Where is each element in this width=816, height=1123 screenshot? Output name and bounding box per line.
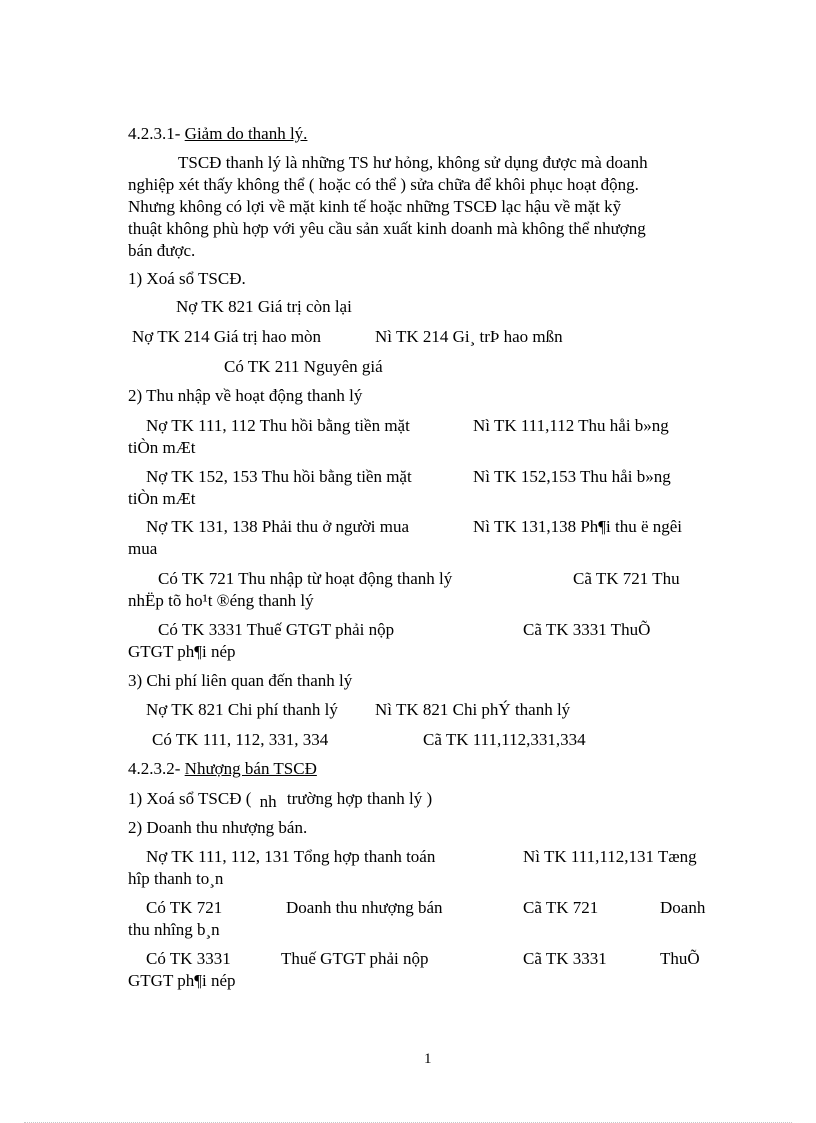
journal-entry: Nợ TK 821 Chi phí thanh lý (146, 700, 338, 719)
journal-entry-garbled: tiÒn mÆt (128, 489, 196, 508)
section-number: 4.2.3.1- (128, 124, 181, 143)
step-title-part: trường hợp thanh lý ) (286, 789, 433, 808)
journal-entry-garbled: nhËp tõ ho¹t ®éng thanh lý (128, 591, 314, 610)
journal-entry: Có TK 111, 112, 331, 334 (152, 730, 329, 749)
journal-entry: Có TK 721 Thu nhập từ hoạt động thanh lý (158, 569, 453, 588)
step-title: 2) Thu nhập về hoạt động thanh lý (128, 386, 363, 405)
step-title-part: 1) Xoá sổ TSCĐ ( (128, 789, 252, 808)
journal-entry: Nợ TK 214 Giá trị hao mòn (132, 327, 322, 346)
journal-entry: Nợ TK 131, 138 Phải thu ở người mua (146, 517, 410, 536)
journal-entry: Nợ TK 111, 112 Thu hồi bằng tiền mặt (146, 416, 410, 435)
journal-entry: Có TK 3331 Thuế GTGT phải nộp (158, 620, 395, 639)
step-title: 3) Chi phí liên quan đến thanh lý (128, 671, 353, 690)
journal-entry-garbled: Cã TK 3331 ThuÕ (523, 620, 651, 639)
journal-entry: Doanh thu nhượng bán (286, 898, 443, 917)
step-title: 1) Xoá sổ TSCĐ. (128, 269, 246, 288)
step-title-part: nh (259, 792, 277, 811)
journal-entry: Nợ TK 152, 153 Thu hồi bằng tiền mặt (146, 467, 412, 486)
journal-entry-garbled: Cã TK 3331 (523, 949, 607, 968)
journal-entry-garbled: GTGT ph¶i nép (128, 971, 236, 990)
journal-entry: Có TK 3331 (146, 949, 231, 968)
journal-entry-garbled: Cã TK 721 Thu (573, 569, 680, 588)
paragraph-line: Nhưng không có lợi về mặt kinh tế hoặc những TSCĐ lạc hậu về mặt kỹ (128, 197, 622, 216)
section-heading-2 (128, 759, 317, 779)
step-title (128, 789, 432, 809)
journal-entry-garbled: Cã TK 721 (523, 898, 599, 917)
section-title: Giảm do thanh lý. (184, 124, 308, 143)
journal-entry: Nợ TK 821 Giá trị còn lại (176, 297, 352, 316)
paragraph-line: nghiệp xét thấy không thể ( hoặc có thể ) sửa chữa để khôi phục hoạt động. (128, 175, 639, 194)
journal-entry-garbled: Nì TK 131,138 Ph¶i thu ë ngêi (473, 517, 683, 536)
section-title: Nhượng bán TSCĐ (184, 759, 317, 778)
journal-entry-garbled: ThuÕ (660, 949, 700, 968)
journal-entry-garbled: mua (128, 539, 158, 558)
journal-entry-garbled: tiÒn mÆt (128, 438, 196, 457)
journal-entry: Nợ TK 111, 112, 131 Tổng hợp thanh toán (146, 847, 436, 866)
paragraph-line: thuật không phù hợp với yêu cầu sản xuất kinh doanh mà không thể nhượng (128, 219, 646, 238)
step-title: 2) Doanh thu nhượng bán. (128, 818, 308, 837)
journal-entry-garbled: Doanh (660, 898, 706, 917)
journal-entry-garbled: Nì TK 111,112 Thu håi b»ng (473, 416, 669, 435)
section-number: 4.2.3.2- (128, 759, 181, 778)
journal-entry: Có TK 211 Nguyên giá (224, 357, 383, 376)
paragraph-line: bán được. (128, 241, 196, 260)
journal-entry: Có TK 721 (146, 898, 223, 917)
journal-entry-garbled: GTGT ph¶i nép (128, 642, 236, 661)
page-number: 1 (424, 1051, 432, 1067)
journal-entry: Thuế GTGT phải nộp (281, 949, 429, 968)
journal-entry-garbled: Nì TK 214 Gi¸ trÞ hao mßn (375, 327, 563, 346)
journal-entry-garbled: Nì TK 111,112,131 Tæng (523, 847, 697, 866)
section-heading-1 (128, 124, 307, 144)
journal-entry-garbled: Nì TK 821 Chi phÝ thanh lý (375, 700, 571, 719)
journal-entry-garbled: Nì TK 152,153 Thu håi b»ng (473, 467, 671, 486)
journal-entry-garbled: thu nhîng b¸n (128, 920, 220, 939)
paragraph-line: TSCĐ thanh lý là những TS hư hỏng, không sử dụng được mà doanh (178, 153, 648, 172)
journal-entry-garbled: hîp thanh to¸n (128, 869, 224, 888)
journal-entry-garbled: Cã TK 111,112,331,334 (423, 730, 586, 749)
